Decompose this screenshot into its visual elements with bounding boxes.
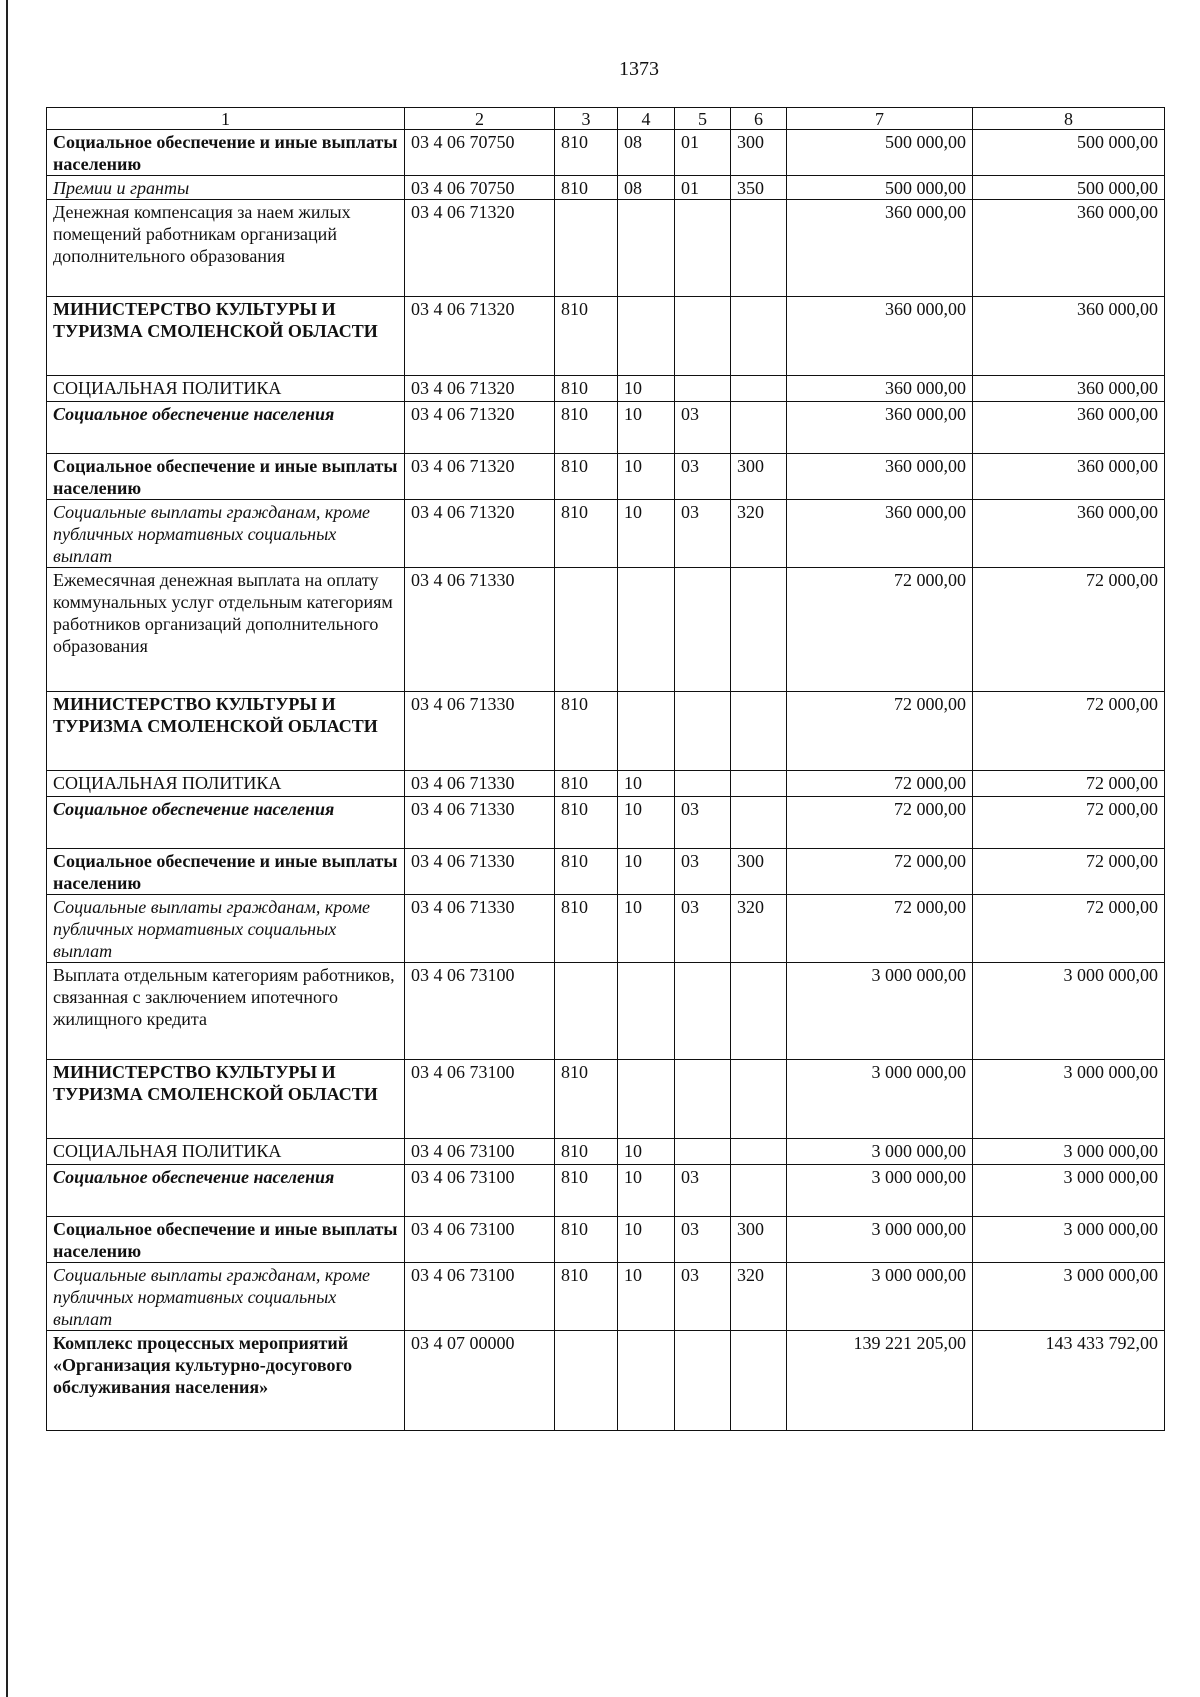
row-code-cell: 03 4 06 71330 bbox=[405, 568, 555, 692]
row-value7-cell: 360 000,00 bbox=[787, 500, 973, 568]
row-col4-cell: 10 bbox=[618, 454, 675, 500]
row-col3-cell: 810 bbox=[555, 454, 618, 500]
row-value8-cell: 72 000,00 bbox=[973, 568, 1165, 692]
row-name-cell: Комплекс процессных мероприятий «Организация культурно-досугового обслуживания населения» bbox=[47, 1331, 405, 1431]
row-name-cell: Социальные выплаты гражданам, кроме публичных нормативных социальных выплат bbox=[47, 895, 405, 963]
row-col5-cell: 03 bbox=[675, 500, 731, 568]
row-code-cell: 03 4 06 71330 bbox=[405, 771, 555, 797]
row-name-cell: Социальное обеспечение населения bbox=[47, 402, 405, 454]
row-col4-cell: 10 bbox=[618, 771, 675, 797]
row-col5-cell bbox=[675, 771, 731, 797]
row-col5-cell: 03 bbox=[675, 895, 731, 963]
row-code-cell: 03 4 06 71330 bbox=[405, 797, 555, 849]
row-col4-cell: 10 bbox=[618, 1165, 675, 1217]
row-col5-cell bbox=[675, 692, 731, 771]
row-code-cell: 03 4 06 73100 bbox=[405, 1165, 555, 1217]
row-name-cell: МИНИСТЕРСТВО КУЛЬТУРЫ И ТУРИЗМА СМОЛЕНСКОЙ ОБЛАСТИ bbox=[47, 297, 405, 376]
row-col6-cell: 320 bbox=[731, 895, 787, 963]
table-row bbox=[47, 500, 1165, 568]
row-col5-cell bbox=[675, 376, 731, 402]
row-value7-cell: 3 000 000,00 bbox=[787, 1217, 973, 1263]
row-col5-cell bbox=[675, 1331, 731, 1431]
row-col3-cell: 810 bbox=[555, 376, 618, 402]
row-col6-cell bbox=[731, 963, 787, 1060]
header-cell: 1 bbox=[47, 108, 405, 130]
row-col4-cell: 10 bbox=[618, 1263, 675, 1331]
row-col4-cell: 08 bbox=[618, 176, 675, 200]
row-value8-cell: 360 000,00 bbox=[973, 376, 1165, 402]
row-col6-cell bbox=[731, 771, 787, 797]
row-col6-cell: 300 bbox=[731, 454, 787, 500]
row-col5-cell bbox=[675, 1060, 731, 1139]
table-row bbox=[47, 692, 1165, 771]
budget-table-body bbox=[47, 108, 1165, 1431]
row-value7-cell: 72 000,00 bbox=[787, 895, 973, 963]
row-col5-cell: 03 bbox=[675, 1263, 731, 1331]
row-col6-cell bbox=[731, 568, 787, 692]
row-col6-cell bbox=[731, 1139, 787, 1165]
row-col5-cell bbox=[675, 297, 731, 376]
row-col6-cell bbox=[731, 1165, 787, 1217]
row-code-cell: 03 4 06 71320 bbox=[405, 454, 555, 500]
row-col6-cell bbox=[731, 297, 787, 376]
row-name-cell: Выплата отдельным категориям работников, связанная с заключением ипотечного жилищного кредита bbox=[47, 963, 405, 1060]
row-value8-cell: 72 000,00 bbox=[973, 895, 1165, 963]
row-value8-cell: 360 000,00 bbox=[973, 200, 1165, 297]
row-value7-cell: 3 000 000,00 bbox=[787, 963, 973, 1060]
row-col4-cell bbox=[618, 963, 675, 1060]
table-row bbox=[47, 797, 1165, 849]
table-row bbox=[47, 849, 1165, 895]
row-value7-cell: 500 000,00 bbox=[787, 130, 973, 176]
row-col3-cell: 810 bbox=[555, 1263, 618, 1331]
table-row bbox=[47, 297, 1165, 376]
row-col4-cell bbox=[618, 1331, 675, 1431]
header-cell: 6 bbox=[731, 108, 787, 130]
row-name-cell: Социальное обеспечение населения bbox=[47, 1165, 405, 1217]
row-value8-cell: 3 000 000,00 bbox=[973, 1165, 1165, 1217]
header-cell: 2 bbox=[405, 108, 555, 130]
row-value7-cell: 3 000 000,00 bbox=[787, 1060, 973, 1139]
row-value7-cell: 360 000,00 bbox=[787, 454, 973, 500]
row-value8-cell: 500 000,00 bbox=[973, 176, 1165, 200]
row-value7-cell: 500 000,00 bbox=[787, 176, 973, 200]
row-value8-cell: 3 000 000,00 bbox=[973, 1139, 1165, 1165]
row-value8-cell: 360 000,00 bbox=[973, 297, 1165, 376]
row-col3-cell: 810 bbox=[555, 297, 618, 376]
row-col3-cell bbox=[555, 568, 618, 692]
row-col5-cell: 03 bbox=[675, 402, 731, 454]
row-col6-cell: 320 bbox=[731, 500, 787, 568]
row-value8-cell: 72 000,00 bbox=[973, 771, 1165, 797]
row-value8-cell: 3 000 000,00 bbox=[973, 963, 1165, 1060]
row-name-cell: СОЦИАЛЬНАЯ ПОЛИТИКА bbox=[47, 376, 405, 402]
row-value8-cell: 3 000 000,00 bbox=[973, 1263, 1165, 1331]
table-row bbox=[47, 568, 1165, 692]
table-row bbox=[47, 1060, 1165, 1139]
row-col6-cell bbox=[731, 1331, 787, 1431]
row-name-cell: Социальные выплаты гражданам, кроме публичных нормативных социальных выплат bbox=[47, 500, 405, 568]
row-code-cell: 03 4 06 73100 bbox=[405, 1263, 555, 1331]
row-value8-cell: 3 000 000,00 bbox=[973, 1060, 1165, 1139]
row-col3-cell: 810 bbox=[555, 1217, 618, 1263]
row-col4-cell bbox=[618, 568, 675, 692]
header-cell: 3 bbox=[555, 108, 618, 130]
row-col3-cell: 810 bbox=[555, 1165, 618, 1217]
row-col4-cell: 10 bbox=[618, 1217, 675, 1263]
row-col4-cell: 10 bbox=[618, 500, 675, 568]
row-col5-cell: 03 bbox=[675, 454, 731, 500]
row-col6-cell bbox=[731, 797, 787, 849]
row-name-cell: Денежная компенсация за наем жилых помещений работникам организаций дополнительного образования bbox=[47, 200, 405, 297]
row-value7-cell: 360 000,00 bbox=[787, 200, 973, 297]
row-col3-cell: 810 bbox=[555, 797, 618, 849]
row-col3-cell: 810 bbox=[555, 176, 618, 200]
row-name-cell: МИНИСТЕРСТВО КУЛЬТУРЫ И ТУРИЗМА СМОЛЕНСКОЙ ОБЛАСТИ bbox=[47, 692, 405, 771]
row-col4-cell: 10 bbox=[618, 376, 675, 402]
table-header-row bbox=[47, 108, 1165, 130]
row-code-cell: 03 4 06 70750 bbox=[405, 130, 555, 176]
row-value7-cell: 72 000,00 bbox=[787, 849, 973, 895]
row-name-cell: Социальное обеспечение и иные выплаты населению bbox=[47, 130, 405, 176]
row-code-cell: 03 4 06 71320 bbox=[405, 500, 555, 568]
row-col6-cell bbox=[731, 402, 787, 454]
row-col4-cell bbox=[618, 297, 675, 376]
row-col3-cell: 810 bbox=[555, 1060, 618, 1139]
row-value8-cell: 72 000,00 bbox=[973, 797, 1165, 849]
table-row bbox=[47, 402, 1165, 454]
row-name-cell: Ежемесячная денежная выплата на оплату коммунальных услуг отдельным категориям работников организаций дополнительного образования bbox=[47, 568, 405, 692]
row-value7-cell: 360 000,00 bbox=[787, 402, 973, 454]
row-col6-cell: 300 bbox=[731, 1217, 787, 1263]
row-name-cell: Социальное обеспечение и иные выплаты населению bbox=[47, 454, 405, 500]
row-col5-cell: 01 bbox=[675, 130, 731, 176]
row-col5-cell bbox=[675, 963, 731, 1060]
row-name-cell: Премии и гранты bbox=[47, 176, 405, 200]
row-value7-cell: 360 000,00 bbox=[787, 297, 973, 376]
row-col4-cell bbox=[618, 1060, 675, 1139]
row-col6-cell: 320 bbox=[731, 1263, 787, 1331]
row-col3-cell: 810 bbox=[555, 849, 618, 895]
table-row bbox=[47, 771, 1165, 797]
row-code-cell: 03 4 06 71320 bbox=[405, 402, 555, 454]
table-row bbox=[47, 200, 1165, 297]
row-col4-cell: 10 bbox=[618, 895, 675, 963]
table-row bbox=[47, 1217, 1165, 1263]
row-value8-cell: 360 000,00 bbox=[973, 402, 1165, 454]
table-row bbox=[47, 1263, 1165, 1331]
row-col6-cell bbox=[731, 1060, 787, 1139]
row-value7-cell: 360 000,00 bbox=[787, 376, 973, 402]
row-value7-cell: 72 000,00 bbox=[787, 771, 973, 797]
row-code-cell: 03 4 06 73100 bbox=[405, 1060, 555, 1139]
row-col4-cell bbox=[618, 200, 675, 297]
row-col5-cell: 03 bbox=[675, 797, 731, 849]
row-col3-cell: 810 bbox=[555, 771, 618, 797]
row-col3-cell: 810 bbox=[555, 402, 618, 454]
row-code-cell: 03 4 06 71330 bbox=[405, 692, 555, 771]
table-row bbox=[47, 1139, 1165, 1165]
row-col3-cell: 810 bbox=[555, 500, 618, 568]
row-value8-cell: 500 000,00 bbox=[973, 130, 1165, 176]
row-col5-cell bbox=[675, 200, 731, 297]
row-col4-cell: 10 bbox=[618, 402, 675, 454]
row-code-cell: 03 4 06 71330 bbox=[405, 895, 555, 963]
row-name-cell: МИНИСТЕРСТВО КУЛЬТУРЫ И ТУРИЗМА СМОЛЕНСКОЙ ОБЛАСТИ bbox=[47, 1060, 405, 1139]
row-code-cell: 03 4 07 00000 bbox=[405, 1331, 555, 1431]
row-code-cell: 03 4 06 71320 bbox=[405, 376, 555, 402]
table-row bbox=[47, 1331, 1165, 1431]
header-cell: 7 bbox=[787, 108, 973, 130]
row-col5-cell bbox=[675, 1139, 731, 1165]
row-value8-cell: 72 000,00 bbox=[973, 849, 1165, 895]
row-col5-cell bbox=[675, 568, 731, 692]
row-col3-cell: 810 bbox=[555, 130, 618, 176]
row-code-cell: 03 4 06 70750 bbox=[405, 176, 555, 200]
row-code-cell: 03 4 06 73100 bbox=[405, 1217, 555, 1263]
row-value8-cell: 360 000,00 bbox=[973, 500, 1165, 568]
row-value8-cell: 360 000,00 bbox=[973, 454, 1165, 500]
row-col6-cell bbox=[731, 692, 787, 771]
table-row bbox=[47, 1165, 1165, 1217]
row-value7-cell: 72 000,00 bbox=[787, 692, 973, 771]
row-value7-cell: 72 000,00 bbox=[787, 568, 973, 692]
row-col4-cell: 10 bbox=[618, 849, 675, 895]
table-row bbox=[47, 376, 1165, 402]
row-col5-cell: 03 bbox=[675, 849, 731, 895]
row-value7-cell: 139 221 205,00 bbox=[787, 1331, 973, 1431]
row-value8-cell: 72 000,00 bbox=[973, 692, 1165, 771]
row-col3-cell: 810 bbox=[555, 895, 618, 963]
row-name-cell: Социальные выплаты гражданам, кроме публичных нормативных социальных выплат bbox=[47, 1263, 405, 1331]
row-name-cell: Социальное обеспечение и иные выплаты населению bbox=[47, 1217, 405, 1263]
row-code-cell: 03 4 06 71330 bbox=[405, 849, 555, 895]
table-row bbox=[47, 963, 1165, 1060]
row-col4-cell: 08 bbox=[618, 130, 675, 176]
row-col3-cell: 810 bbox=[555, 1139, 618, 1165]
row-code-cell: 03 4 06 71320 bbox=[405, 297, 555, 376]
row-value7-cell: 3 000 000,00 bbox=[787, 1165, 973, 1217]
header-cell: 5 bbox=[675, 108, 731, 130]
row-col6-cell bbox=[731, 376, 787, 402]
row-col6-cell: 350 bbox=[731, 176, 787, 200]
table-row bbox=[47, 895, 1165, 963]
page-left-border bbox=[6, 0, 8, 1697]
row-col4-cell: 10 bbox=[618, 1139, 675, 1165]
row-name-cell: СОЦИАЛЬНАЯ ПОЛИТИКА bbox=[47, 1139, 405, 1165]
row-value8-cell: 3 000 000,00 bbox=[973, 1217, 1165, 1263]
row-col6-cell: 300 bbox=[731, 849, 787, 895]
budget-table bbox=[46, 107, 1165, 1431]
row-col3-cell bbox=[555, 963, 618, 1060]
header-cell: 8 bbox=[973, 108, 1165, 130]
header-cell: 4 bbox=[618, 108, 675, 130]
row-code-cell: 03 4 06 71320 bbox=[405, 200, 555, 297]
row-col4-cell bbox=[618, 692, 675, 771]
row-code-cell: 03 4 06 73100 bbox=[405, 1139, 555, 1165]
row-col6-cell: 300 bbox=[731, 130, 787, 176]
row-col3-cell: 810 bbox=[555, 692, 618, 771]
row-name-cell: СОЦИАЛЬНАЯ ПОЛИТИКА bbox=[47, 771, 405, 797]
row-col5-cell: 03 bbox=[675, 1217, 731, 1263]
page-number: 1373 bbox=[619, 58, 659, 80]
row-value7-cell: 3 000 000,00 bbox=[787, 1263, 973, 1331]
table-row bbox=[47, 130, 1165, 176]
row-col3-cell bbox=[555, 200, 618, 297]
row-code-cell: 03 4 06 73100 bbox=[405, 963, 555, 1060]
row-value7-cell: 3 000 000,00 bbox=[787, 1139, 973, 1165]
row-col4-cell: 10 bbox=[618, 797, 675, 849]
row-value7-cell: 72 000,00 bbox=[787, 797, 973, 849]
row-col6-cell bbox=[731, 200, 787, 297]
row-value8-cell: 143 433 792,00 bbox=[973, 1331, 1165, 1431]
table-row bbox=[47, 454, 1165, 500]
row-col5-cell: 01 bbox=[675, 176, 731, 200]
row-name-cell: Социальное обеспечение населения bbox=[47, 797, 405, 849]
row-col5-cell: 03 bbox=[675, 1165, 731, 1217]
row-col3-cell bbox=[555, 1331, 618, 1431]
row-name-cell: Социальное обеспечение и иные выплаты населению bbox=[47, 849, 405, 895]
table-row bbox=[47, 176, 1165, 200]
